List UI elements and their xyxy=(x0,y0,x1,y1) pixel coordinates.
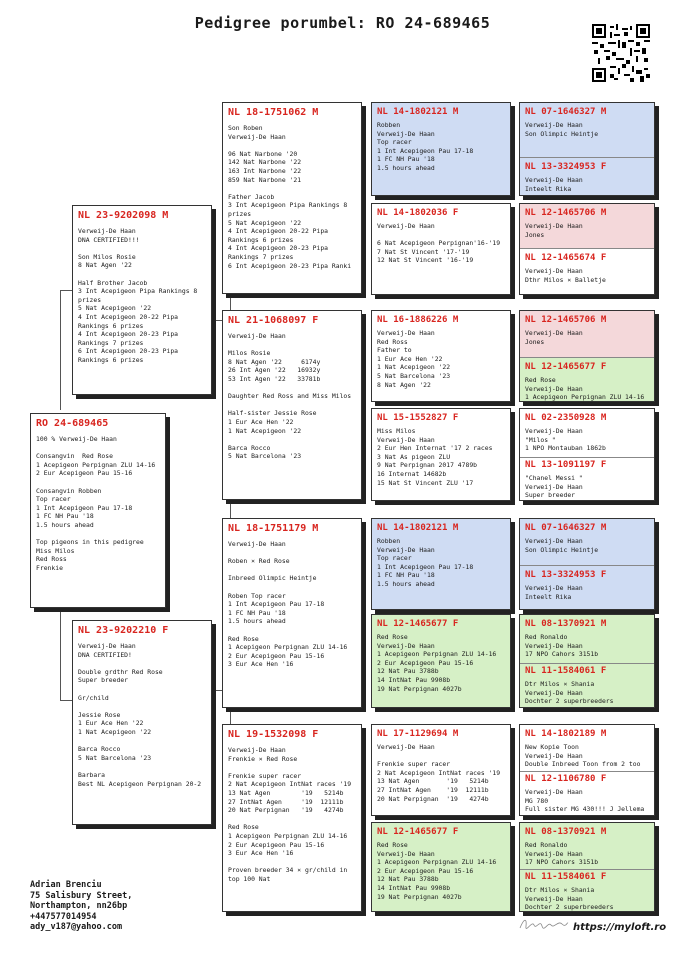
owner-name: Adrian Brenciu xyxy=(30,880,102,890)
pigeon-ring: NL 12-1465674 F xyxy=(525,253,607,263)
pigeon-ring: NL 19-1532098 F xyxy=(228,729,319,740)
pigeon-details: Red Rose Verweij-De Haan 1 Acepigeon Perpignan ZLU 14-16 2 Eur Acepigeon Pau 15-16 12 Nat Pau 3788b 14 IntNat Pau 9908b 19 Nat Perpignan 4027b xyxy=(377,633,497,693)
pigeon-ring: NL 12-1465706 M xyxy=(525,315,607,325)
pigeon-ring: NL 12-1465677 F xyxy=(525,362,607,372)
grandsire-maternal-card[interactable] xyxy=(222,518,362,708)
pigeon-details: Verweij-De Haan Son Olimpic Heintje xyxy=(525,537,599,554)
granddam-maternal-card[interactable] xyxy=(222,724,362,912)
pigeon-details: New Kopie Toon Verweij-De Haan Double Inbreed Toon from 2 too xyxy=(525,743,641,769)
pigeon-details: Verweij-De Haan Dthr Milos × Balletje xyxy=(525,267,606,284)
ancestor-pair-card-gen5[interactable] xyxy=(519,518,655,610)
pigeon-details: Verweij-De Haan Inteelt Rika xyxy=(525,176,583,193)
pigeon-details: Red Rose Verweij-De Haan 1 Acepigeon Perpignan ZLU 14-16 xyxy=(525,376,645,402)
pigeon-ring: NL 16-1886226 M xyxy=(377,315,459,325)
owner-phone: +447577014954 xyxy=(30,911,97,922)
ancestor-card-gen4[interactable] xyxy=(371,102,511,196)
pigeon-ring: NL 11-1584061 F xyxy=(525,666,607,676)
pigeon-ring: NL 12-1465677 F xyxy=(377,619,459,629)
pigeon-details: Red Ronaldo Verweij-De Haan 17 NPO Cahors 3151b xyxy=(525,633,599,659)
pigeon-details: Verweij-De Haan 6 Nat Acepigeon Perpignan'16-'19 7 Nat St Vincent '17-'19 12 Nat St Vincent '16-'19 xyxy=(377,222,501,265)
signature-icon xyxy=(518,916,570,932)
grandsire-paternal-card[interactable] xyxy=(222,102,362,294)
dam-details: Verweij-De Haan DNA CERTIFIED! Double grdthr Red Rose Super breeder Gr/child Jessie Rose 1 Eur Ace Hen '22 1 Nat Acepigeon '22 Barca Rocco 5 Nat Barcelona '23 Barbara Best NL Acepigeon Perpignan 20-2 xyxy=(78,642,202,788)
pigeon-ring: NL 14-1802036 F xyxy=(377,208,459,218)
pigeon-ring: NL 02-2350928 M xyxy=(525,413,607,423)
pigeon-ring: NL 11-1584061 F xyxy=(525,872,607,882)
pigeon-details: Son Roben Verweij-De Haan 96 Nat Narbone '20 142 Nat Narbone '22 163 Int Narbone '22 859 Nat Narbone '21 Father Jacob 3 Int Acepigeon Pipa Rankings 8 prizes 5 Nat Acepigeon '22 4 Int Acepigeon 20-22 Pipa Rankings 6 prizes 4 Int Acepigeon 20-23 Pipa Rankings 7 prizes 6 Int Acepigeon 20-23 Pipa Ranki xyxy=(228,124,352,270)
ancestor-card-gen4[interactable] xyxy=(371,408,511,501)
pigeon-ring: NL 18-1751179 M xyxy=(228,523,319,534)
pigeon-details: Miss Milos Verweij-De Haan 2 Eur Hen Internat '17 2 races 3 Nat As pigeon ZLU 9 Nat Perpignan 2017 4789b 16 Internat 14682b 15 Nat St Vincent ZLU '17 xyxy=(377,427,493,487)
ancestor-pair-card-gen5[interactable] xyxy=(519,203,655,295)
subject-ring: RO 24-689465 xyxy=(36,418,109,429)
pigeon-ring: NL 07-1646327 M xyxy=(525,523,607,533)
pigeon-ring: NL 07-1646327 M xyxy=(525,107,607,117)
dam-ring: NL 23-9202210 F xyxy=(78,625,169,636)
pigeon-ring: NL 08-1370921 M xyxy=(525,827,607,837)
connector-line xyxy=(60,290,61,410)
ancestor-card-gen4[interactable] xyxy=(371,518,511,610)
page-title: Pedigree porumbel: RO 24-689465 xyxy=(194,14,491,32)
pigeon-ring: NL 18-1751062 M xyxy=(228,107,319,118)
pigeon-ring: NL 15-1552827 F xyxy=(377,413,459,423)
ancestor-card-gen4[interactable] xyxy=(371,724,511,816)
sire-details: Verweij-De Haan DNA CERTIFIED!!! Son Milos Rosie 8 Nat Agen '22 Half Brother Jacob 3 Int Acepigeon Pipa Rankings 8 prizes 5 Nat Acepigeon '22 4 Int Acepigeon 20-22 Pipa Rankings 6 prizes 4 Int Acepigeon 20-23 Pipa Rankings 7 prizes 6 Int Acepigeon 20-23 Pipa Rankings 6 prizes xyxy=(78,227,198,364)
pigeon-details: Verweij-De Haan Roben × Red Rose Inbreed Olimpic Heintje Roben Top racer 1 Int Acepigeon Pau 17-18 1 FC NH Pau '18 1.5 hours ahead Red Rose 1 Acepigeon Perpignan ZLU 14-16 2 Eur Acepigeon Pau 15-16 3 Eur Ace Hen '16 xyxy=(228,540,348,669)
pigeon-details: Verweij-De Haan Jones xyxy=(525,329,583,346)
ancestor-card-gen4[interactable] xyxy=(371,822,511,912)
pigeon-details: Robben Verweij-De Haan Top racer 1 Int Acepigeon Pau 17-18 1 FC NH Pau '18 1.5 hours ahead xyxy=(377,537,474,588)
pigeon-ring: NL 17-1129694 M xyxy=(377,729,459,739)
pigeon-ring: NL 12-1106780 F xyxy=(525,774,607,784)
owner-email[interactable]: ady_v187@yahoo.com xyxy=(30,922,123,932)
pigeon-details: Verweij-De Haan Jones xyxy=(525,222,583,239)
pigeon-ring: NL 14-1802189 M xyxy=(525,729,607,739)
pigeon-details: Red Ronaldo Verweij-De Haan 17 NPO Cahors 3151b xyxy=(525,841,599,867)
pigeon-details: "Chanel Messi " Verweij-De Haan Super breeder xyxy=(525,474,583,500)
ancestor-card-gen4[interactable] xyxy=(371,310,511,402)
ancestor-card-gen4[interactable] xyxy=(371,203,511,295)
pigeon-details: Verweij-De Haan "Milos " 1 NPO Montauban 1862b xyxy=(525,427,606,453)
pigeon-details: Dtr Milos × Shania Verweij-De Haan Dochter 2 superbreeders xyxy=(525,886,614,912)
pigeon-ring: NL 21-1068097 F xyxy=(228,315,319,326)
pigeon-details: Verweij-De Haan Frenkie × Red Rose Frenkie super racer 2 Nat Acepigeon IntNat races '19 13 Nat Agen '19 5214b 27 IntNat Agen '19 12111b 20 Nat Perpignan '19 4274b Red Rose 1 Acepigeon Perpignan ZLU 14-16 2 Eur Acepigeon Pau 15-16 3 Eur Ace Hen '16 Proven breeder 34 × gr/child in top 100 Nat xyxy=(228,746,352,883)
pigeon-details: Verweij-De Haan Son Olimpic Heintje xyxy=(525,121,599,138)
pigeon-details: Verweij-De Haan Red Ross Father to 1 Eur Ace Hen '22 1 Nat Acepigeon '22 5 Nat Barcelona '23 8 Nat Agen '22 xyxy=(377,329,451,389)
pigeon-details: Verweij-De Haan MG 780 Full sister MG 430!!! J Jellema xyxy=(525,788,645,814)
subject-pigeon-card[interactable] xyxy=(30,413,166,608)
pigeon-ring: NL 12-1465677 F xyxy=(377,827,459,837)
ancestor-pair-card-gen5[interactable] xyxy=(519,310,655,402)
granddam-paternal-card[interactable] xyxy=(222,310,362,500)
owner-contact xyxy=(30,880,132,933)
pigeon-details: Verweij-De Haan Inteelt Rika xyxy=(525,584,583,601)
pigeon-ring: NL 08-1370921 M xyxy=(525,619,607,629)
pigeon-ring: NL 13-3324953 F xyxy=(525,162,607,172)
pigeon-details: Dtr Milos × Shania Verweij-De Haan Dochter 2 superbreeders xyxy=(525,680,614,706)
pigeon-details: Robben Verweij-De Haan Top racer 1 Int Acepigeon Pau 17-18 1 FC NH Pau '18 1.5 hours ahead xyxy=(377,121,474,172)
connector-line xyxy=(60,700,72,701)
pigeon-ring: NL 14-1802121 M xyxy=(377,107,459,117)
website-link[interactable]: https://myloft.ro xyxy=(573,922,667,933)
pigeon-details: Verweij-De Haan Milos Rosie 8 Nat Agen '22 6174y 26 Int Agen '22 16932y 53 Int Agen '22 33781b Daughter Red Ross and Miss Milos Half-sister Jessie Rose 1 Eur Ace Hen '22 1 Nat Acepigeon '22 Barca Rocco 5 Nat Barcelona '23 xyxy=(228,332,352,461)
sire-ring: NL 23-9202098 M xyxy=(78,210,169,221)
pigeon-ring: NL 12-1465706 M xyxy=(525,208,607,218)
dam-card[interactable] xyxy=(72,620,212,825)
qr-code-icon xyxy=(592,24,650,82)
ancestor-pair-card-gen5[interactable] xyxy=(519,102,655,196)
owner-city: Northampton, nn26bp xyxy=(30,901,128,911)
pigeon-ring: NL 14-1802121 M xyxy=(377,523,459,533)
pigeon-details: Red Rose Verweij-De Haan 1 Acepigeon Perpignan ZLU 14-16 2 Eur Acepigeon Pau 15-16 12 Nat Pau 3788b 14 IntNat Pau 9908b 19 Nat Perpignan 4027b xyxy=(377,841,497,901)
sire-card[interactable] xyxy=(72,205,212,395)
ancestor-card-gen4[interactable] xyxy=(371,614,511,708)
connector-line xyxy=(60,290,72,291)
ancestor-pair-card-gen5[interactable] xyxy=(519,408,655,501)
pigeon-ring: NL 13-1091197 F xyxy=(525,460,607,470)
owner-street: 75 Salisbury Street, xyxy=(30,890,133,901)
pigeon-ring: NL 13-3324953 F xyxy=(525,570,607,580)
subject-details: 100 % Verweij-De Haan Consangvin Red Rose 1 Acepigeon Perpignan ZLU 14-16 2 Eur Acepigeon Pau 15-16 Consangvin Robben Top racer 1 Int Acepigeon Pau 17-18 1 FC NH Pau '18 1.5 hours ahead Top pigeons in this pedigree Miss Milos Red Ross Frenkie xyxy=(36,435,156,572)
pigeon-details: Verweij-De Haan Frenkie super racer 2 Nat Acepigeon IntNat races '19 13 Nat Agen '19 5214b 27 IntNat Agen '19 12111b 20 Nat Perpignan '19 4274b xyxy=(377,743,501,803)
ancestor-pair-card-gen5[interactable] xyxy=(519,822,655,912)
ancestor-pair-card-gen5[interactable] xyxy=(519,724,655,816)
ancestor-pair-card-gen5[interactable] xyxy=(519,614,655,708)
